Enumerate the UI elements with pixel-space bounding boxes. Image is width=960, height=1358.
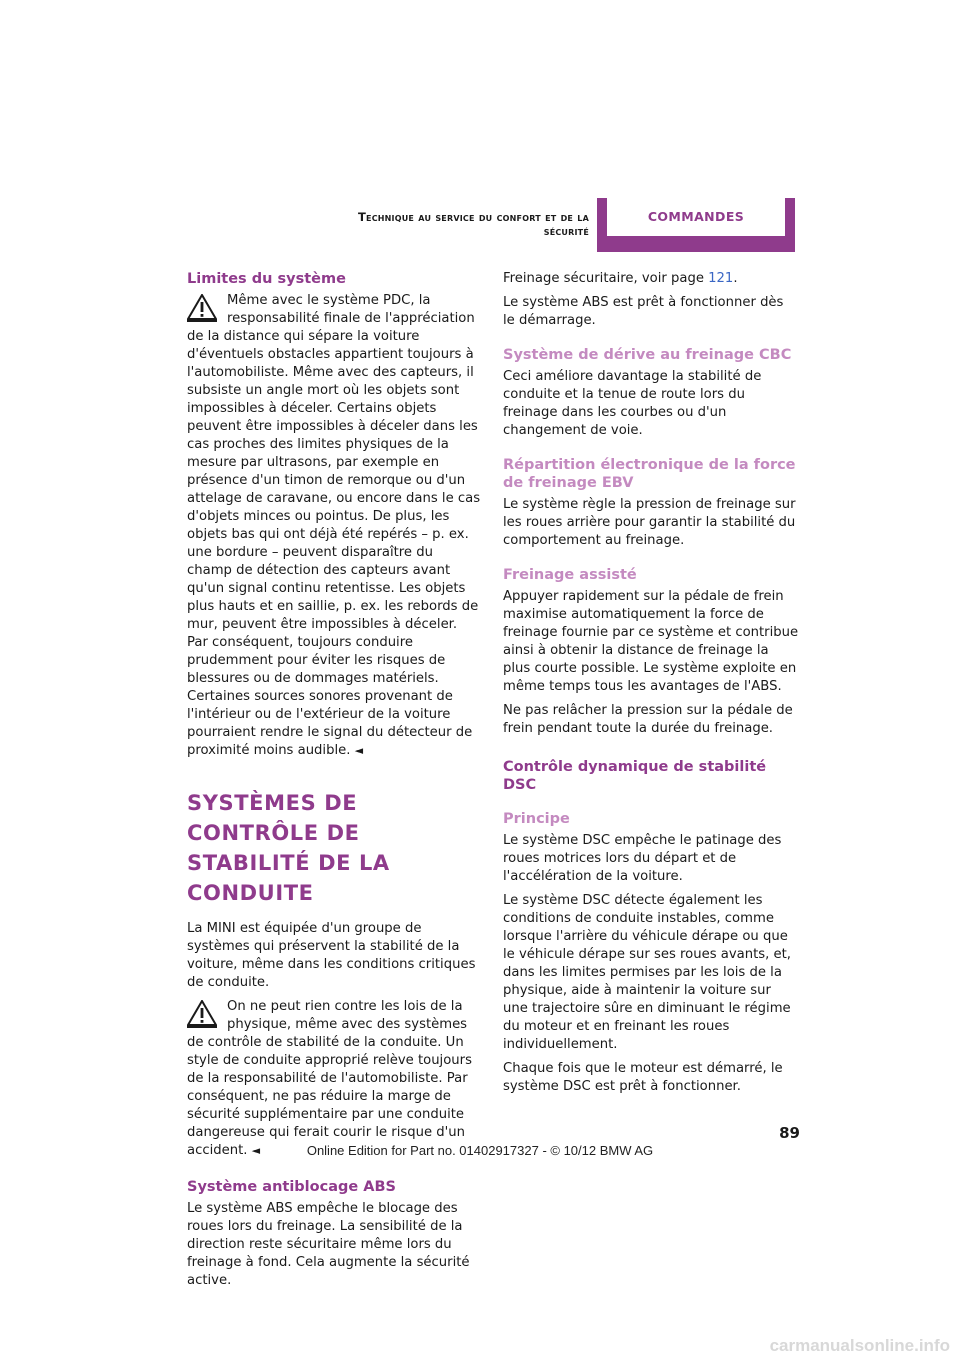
edition-footer: Online Edition for Part no. 01402917327 - © 10/12 BMW AG bbox=[306, 1143, 654, 1158]
assist-heading: Freinage assisté bbox=[503, 567, 637, 583]
dsc-paragraph-1: Le système DSC empêche le patinage des roues motrices lors du départ et de l'accélération de la voiture. bbox=[503, 833, 782, 884]
principle-heading: Principe bbox=[503, 811, 570, 827]
dsc-paragraph-3: Chaque fois que le moteur est démarré, le système DSC est prêt à fonctionner. bbox=[503, 1061, 783, 1094]
major-heading: SYSTÈMES DE CONTRÔLE DE STABILITÉ DE LA CONDUITE bbox=[187, 791, 390, 905]
assist-paragraph: Appuyer rapidement sur la pédale de frein maximise automatiquement la force de freinage fournie par ce système et contribue ainsi à obtenir la distance de freinage la plus courte possible. Le système exploite en même temps tous les avantages de l'ABS. bbox=[503, 589, 799, 694]
abs-ready-paragraph: Le système ABS est prêt à fonctionner dès le démarrage. bbox=[503, 295, 784, 328]
cbc-heading: Système de dérive au freinage CBC bbox=[503, 347, 792, 363]
safe-braking-reference: Freinage sécuritaire, voir page 121. bbox=[503, 271, 738, 286]
abs-paragraph: Le système ABS empêche le blocage des roues lors du freinage. La sensibilité de la direction reste sécuritaire même lors du freinage à fond. Cela augmente la sécurité active. bbox=[187, 1201, 470, 1288]
ebv-heading: Répartition électronique de la force de freinage EBV bbox=[503, 457, 796, 491]
chapter-tab bbox=[597, 198, 795, 252]
limits-heading: Limites du système bbox=[187, 271, 346, 287]
page-link[interactable]: 121 bbox=[708, 271, 734, 286]
watermark: carmanualsonline.info bbox=[769, 1336, 950, 1355]
stability-warning-text: On ne peut rien contre les lois de la physique, même avec des systèmes de contrôle de stabilité de la conduite. Un style de conduite approprié relève toujours de la responsabilité de l'automobiliste. Par conséquent, ne pas réduire la marge de sécurité supplémentaire par une conduite dangereuse qui ferait courir le risque d'un accident. bbox=[187, 999, 472, 1158]
abs-heading: Système antiblocage ABS bbox=[187, 1179, 396, 1195]
end-mark: ◄ bbox=[354, 744, 364, 757]
page-number: 89 bbox=[779, 1124, 800, 1142]
limits-warning bbox=[187, 292, 481, 760]
limits-warning-text: Même avec le système PDC, la responsabilité finale de l'appréciation de la distance qui sépare la voiture d'éventuels obstacles appartient toujours à l'automobiliste. Même avec des capteurs, il subsiste un angle mort où les objets sont impossibles à déceler. Certains objets peuvent être impossibles à déceler dans les cas proches des limites physiques de la mesure par ultrasons, par exemple en présence d'un timon de remorque ou d'un attelage de caravane, ou encore dans le cas d'objets minces ou pointus. De plus, les objets bas qui ont déjà été repérés – p. ex. une bordure – peuvent disparaître du champ de détection des capteurs avant qu'un signal continu retentisse. Les objets plus hauts et en saillie, p. ex. les rebords de mur, peuvent être impossibles à déceler. Par conséquent, toujours conduire prudemment pour éviter les risques de blessures ou de dommages matériels. Certaines sources sonores provenant de l'intérieur ou de l'extérieur de la voiture pourraient rendre le signal du détecteur de proximité moins audible. bbox=[187, 293, 481, 758]
dsc-paragraph-2: Le système DSC détecte également les conditions de conduite instables, comme lorsque l'arrière du véhicule dérape ou que le véhicule dérape sur ses roues avants, et, dans les limites permises par les lois de la physique, aide à maintenir la voiture sur une trajectoire sûre en diminuant le régime du moteur et en freinant les roues individuellement. bbox=[503, 893, 791, 1052]
end-mark: ◄ bbox=[251, 1144, 261, 1157]
chapter-tab-label: COMMANDES bbox=[647, 209, 745, 224]
cbc-paragraph: Ceci améliore davantage la stabilité de conduite et la tenue de route lors du freinage dans les courbes ou d'un changement de voie. bbox=[503, 369, 762, 438]
section-title: Technique au service du confort et de la sécurité bbox=[357, 210, 589, 238]
right-column bbox=[503, 270, 799, 1102]
intro-paragraph: La MINI est équipée d'un groupe de systèmes qui préservent la stabilité de la voiture, même dans les conditions critiques de conduite. bbox=[187, 921, 476, 990]
warning-icon bbox=[187, 294, 217, 322]
dsc-heading: Contrôle dynamique de stabilité DSC bbox=[503, 759, 767, 793]
assist-note: Ne pas relâcher la pression sur la pédale de frein pendant toute la durée du freinage. bbox=[503, 703, 793, 736]
stability-warning bbox=[187, 998, 481, 1160]
ebv-paragraph: Le système règle la pression de freinage sur les roues arrière pour garantir la stabilité du comportement au freinage. bbox=[503, 497, 796, 548]
warning-icon bbox=[187, 1000, 217, 1028]
